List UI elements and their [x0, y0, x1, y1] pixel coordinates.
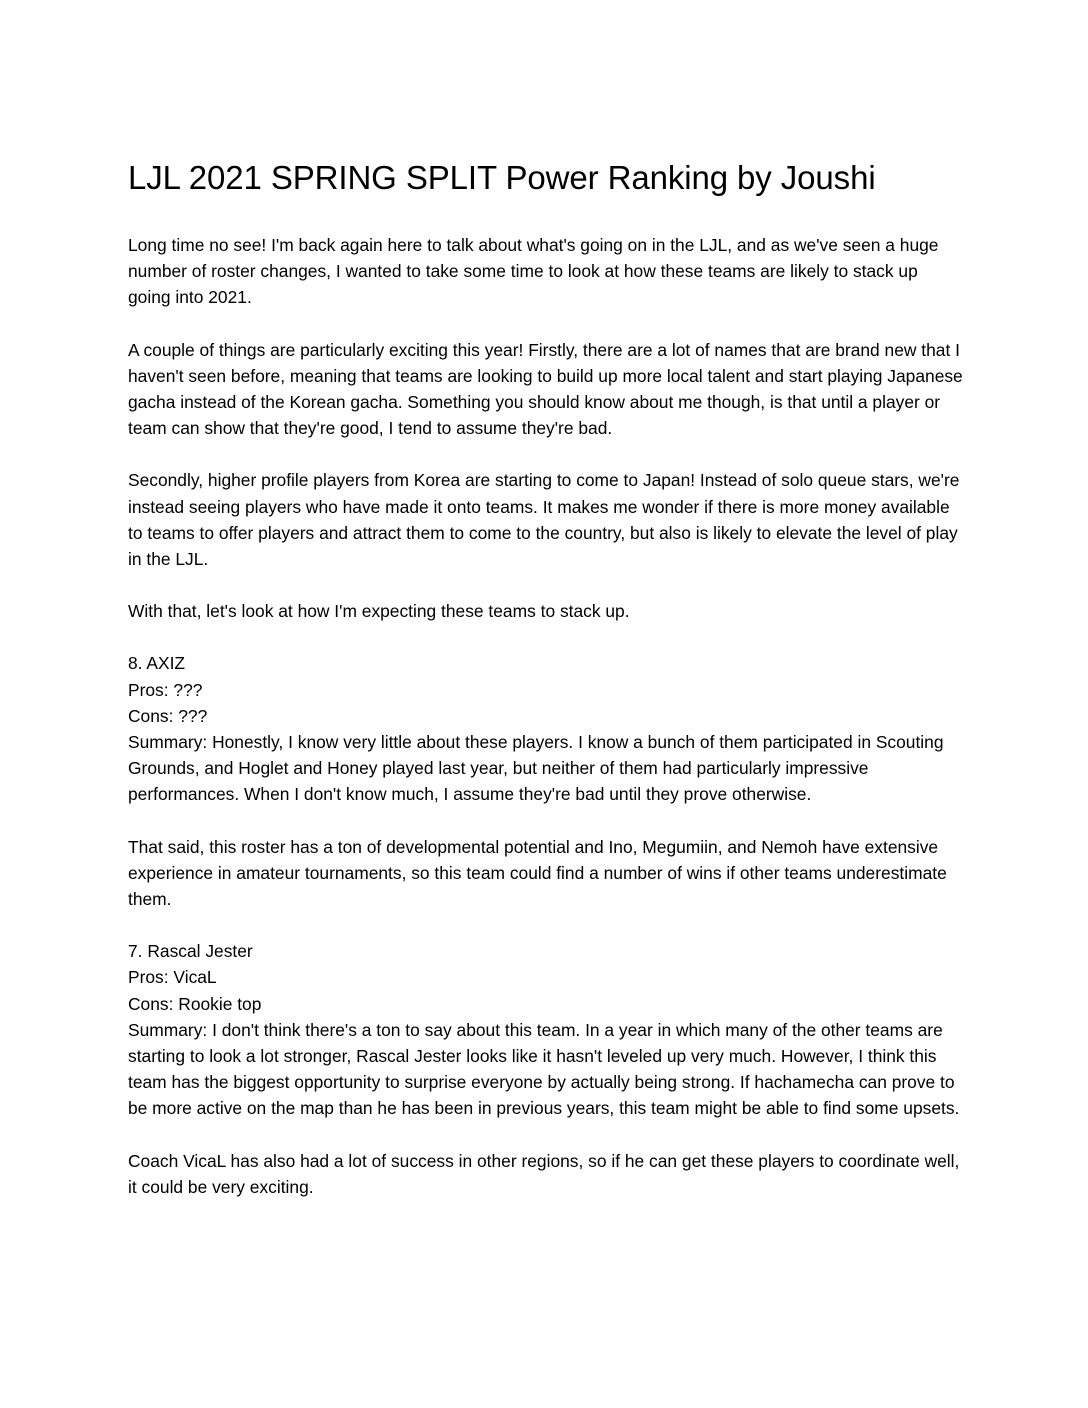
page-title: LJL 2021 SPRING SPLIT Power Ranking by Joushi — [128, 159, 876, 196]
document-body — [128, 158, 964, 1200]
intro-paragraph-3: Secondly, higher profile players from Korea are starting to come to Japan! Instead of solo queue stars, we're instead seeing players who have made it onto teams. It makes me wonder if there is more money available to teams to offer players and attract them to come to the country, but also is likely to elevate the level of play in the LJL. — [128, 470, 960, 570]
team-cons: Cons: Rookie top — [128, 993, 262, 1014]
team-summary: Summary: Honestly, I know very little about these players. I know a bunch of them participated in Scouting Grounds, and Hoglet and Honey played last year, but neither of them had particularly impressive performances. When I don't know much, I assume they're bad until they prove otherwise. — [128, 732, 949, 805]
team-pros: Pros: ??? — [128, 679, 203, 700]
team-entry-rascal-jester — [128, 938, 964, 1121]
team-entry-axiz — [128, 650, 964, 807]
intro-paragraph-1: Long time no see! I'm back again here to talk about what's going on in the LJL, and as we've seen a huge number of roster changes, I wanted to take some time to look at how these teams are likely to stack up going into 2021. — [128, 235, 939, 308]
team-pros: Pros: VicaL — [128, 967, 217, 988]
team-cons: Cons: ??? — [128, 705, 208, 726]
intro-paragraph-2: A couple of things are particularly exciting this year! Firstly, there are a lot of names that are brand new that I haven't seen before, meaning that teams are looking to build up more local talent and start playing Japanese gacha instead of the Korean gacha. Something you should know about me though, is that until a player or team can show that they're good, I tend to assume they're bad. — [128, 339, 963, 439]
team-followup-rascal-jester: Coach VicaL has also had a lot of success in other regions, so if he can get these players to coordinate well, it could be very exciting. — [128, 1150, 960, 1197]
team-rank-title: 8. AXIZ — [128, 653, 186, 674]
intro-paragraph-4: With that, let's look at how I'm expecting these teams to stack up. — [128, 601, 630, 622]
team-rank-title: 7. Rascal Jester — [128, 941, 253, 962]
team-summary: Summary: I don't think there's a ton to say about this team. In a year in which many of the other teams are starting to look a lot stronger, Rascal Jester looks like it hasn't leveled up very much. However, I think this team has the biggest opportunity to surprise everyone by actually being strong. If hachamecha can prove to be more active on the map than he has been in previous years, this team might be able to find some upsets. — [128, 1019, 960, 1119]
team-followup-axiz: That said, this roster has a ton of developmental potential and Ino, Megumiin, and Nemoh have extensive experience in amateur tournaments, so this team could find a number of wins if other teams underestimate them. — [128, 836, 947, 910]
